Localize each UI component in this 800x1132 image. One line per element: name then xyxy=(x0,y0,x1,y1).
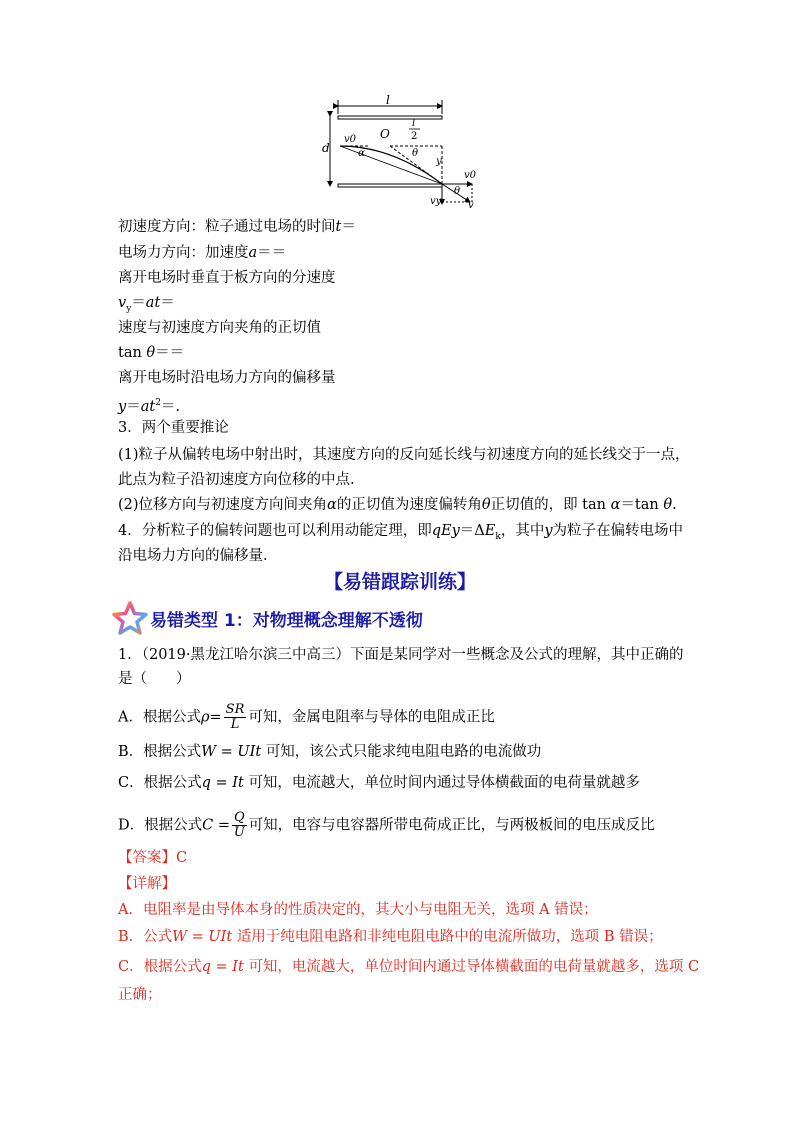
option-d: D．根据公式C = $\frac{Q}{U}$ 可知，电容与电容器所带电荷成正比，与两极板间的电压成反比 xyxy=(118,810,655,840)
star-icon xyxy=(112,601,148,635)
deflection-diagram xyxy=(318,94,496,210)
answer-line: 【答案】C xyxy=(118,850,188,866)
option-b: B．根据公式W = UIt 可知，该公式只能求纯电阻电路的电流做功 xyxy=(118,744,542,760)
text-line: 离开电场时沿电场力方向的偏移量 xyxy=(118,370,336,386)
label-vy: vy xyxy=(430,196,442,207)
text-line: (2)位移方向与初速度方向间夹角α的正切值为速度偏转角θ正切值的，即 tan α＝tan θ. xyxy=(118,497,677,513)
text-line: 此点为粒子沿初速度方向位移的中点. xyxy=(118,472,355,488)
text-line: 电场力方向：加速度a＝＝ xyxy=(118,245,287,261)
error-type-title: 易错类型 1：对物理概念理解不透彻 xyxy=(150,611,423,631)
label-y: y xyxy=(436,156,442,167)
text-line: 速度与初速度方向夹角的正切值 xyxy=(118,320,321,336)
top-plate xyxy=(338,116,442,119)
label-O: O xyxy=(380,127,390,141)
text-line: tan θ＝＝ xyxy=(118,345,185,361)
text-line: 初速度方向：粒子通过电场的时间t＝ xyxy=(118,219,356,235)
text-line: (1)粒子从偏转电场中射出时，其速度方向的反向延长线与初速度方向的延长线交于一点， xyxy=(118,447,690,463)
detail-c: C．根据公式q = It 可知，电流越大，单位时间内通过导体横截面的电荷量就越多，选项 C xyxy=(118,959,700,975)
displacement-line xyxy=(340,146,442,184)
label-theta-left: θ xyxy=(412,148,419,159)
detail-b: B．公式W = UIt 适用于纯电阻电路和非纯电阻电路中的电流所做功，选项 B 错误； xyxy=(118,929,663,945)
label-v0: v0 xyxy=(344,134,357,145)
bottom-plate xyxy=(338,184,442,187)
text-line: 沿电场力方向的偏移量. xyxy=(118,548,268,564)
option-c: C．根据公式q = It 可知，电流越大，单位时间内通过导体横截面的电荷量就越多 xyxy=(118,775,640,791)
label-theta-right: θ xyxy=(454,186,461,197)
text-line: $y=at^2=$. xyxy=(118,398,181,415)
svg-text:v0: v0 xyxy=(464,170,477,181)
section-title: 【易错跟踪训练】 xyxy=(323,571,476,593)
text-line: 离开电场时垂直于板方向的分速度 xyxy=(118,270,336,286)
label-half-num: l xyxy=(412,118,416,129)
label-half-den: 2 xyxy=(411,131,418,142)
label-v: v xyxy=(468,200,474,210)
text-line: 4．分析粒子的偏转问题也可以利用动能定理，即$qEy=\Delta E_k$，其中y为粒子在偏转电场中 xyxy=(118,523,684,542)
detail-a: A．电阻率是由导体本身的性质决定的，其大小与电阻无关，选项 A 错误； xyxy=(118,902,598,918)
question-stem: 是（ ） xyxy=(118,671,191,687)
text-line: $v_y=at=$ xyxy=(118,295,175,314)
option-a: A．根据公式ρ= $\frac{SR}{L}$ 可知，金属电阻率与导体的电阻成正比 xyxy=(118,702,495,732)
label-alpha: α xyxy=(358,148,365,159)
question-stem: 1．（2019·黑龙江哈尔滨三中高三）下面是某同学对一些概念及公式的理解，其中正确的 xyxy=(118,647,684,663)
label-d: d xyxy=(322,141,330,155)
detail-c-cont: 正确； xyxy=(118,987,162,1003)
label-l: l xyxy=(386,94,390,107)
text-line: 3．两个重要推论 xyxy=(118,420,229,436)
detail-label: 【详解】 xyxy=(118,876,176,892)
